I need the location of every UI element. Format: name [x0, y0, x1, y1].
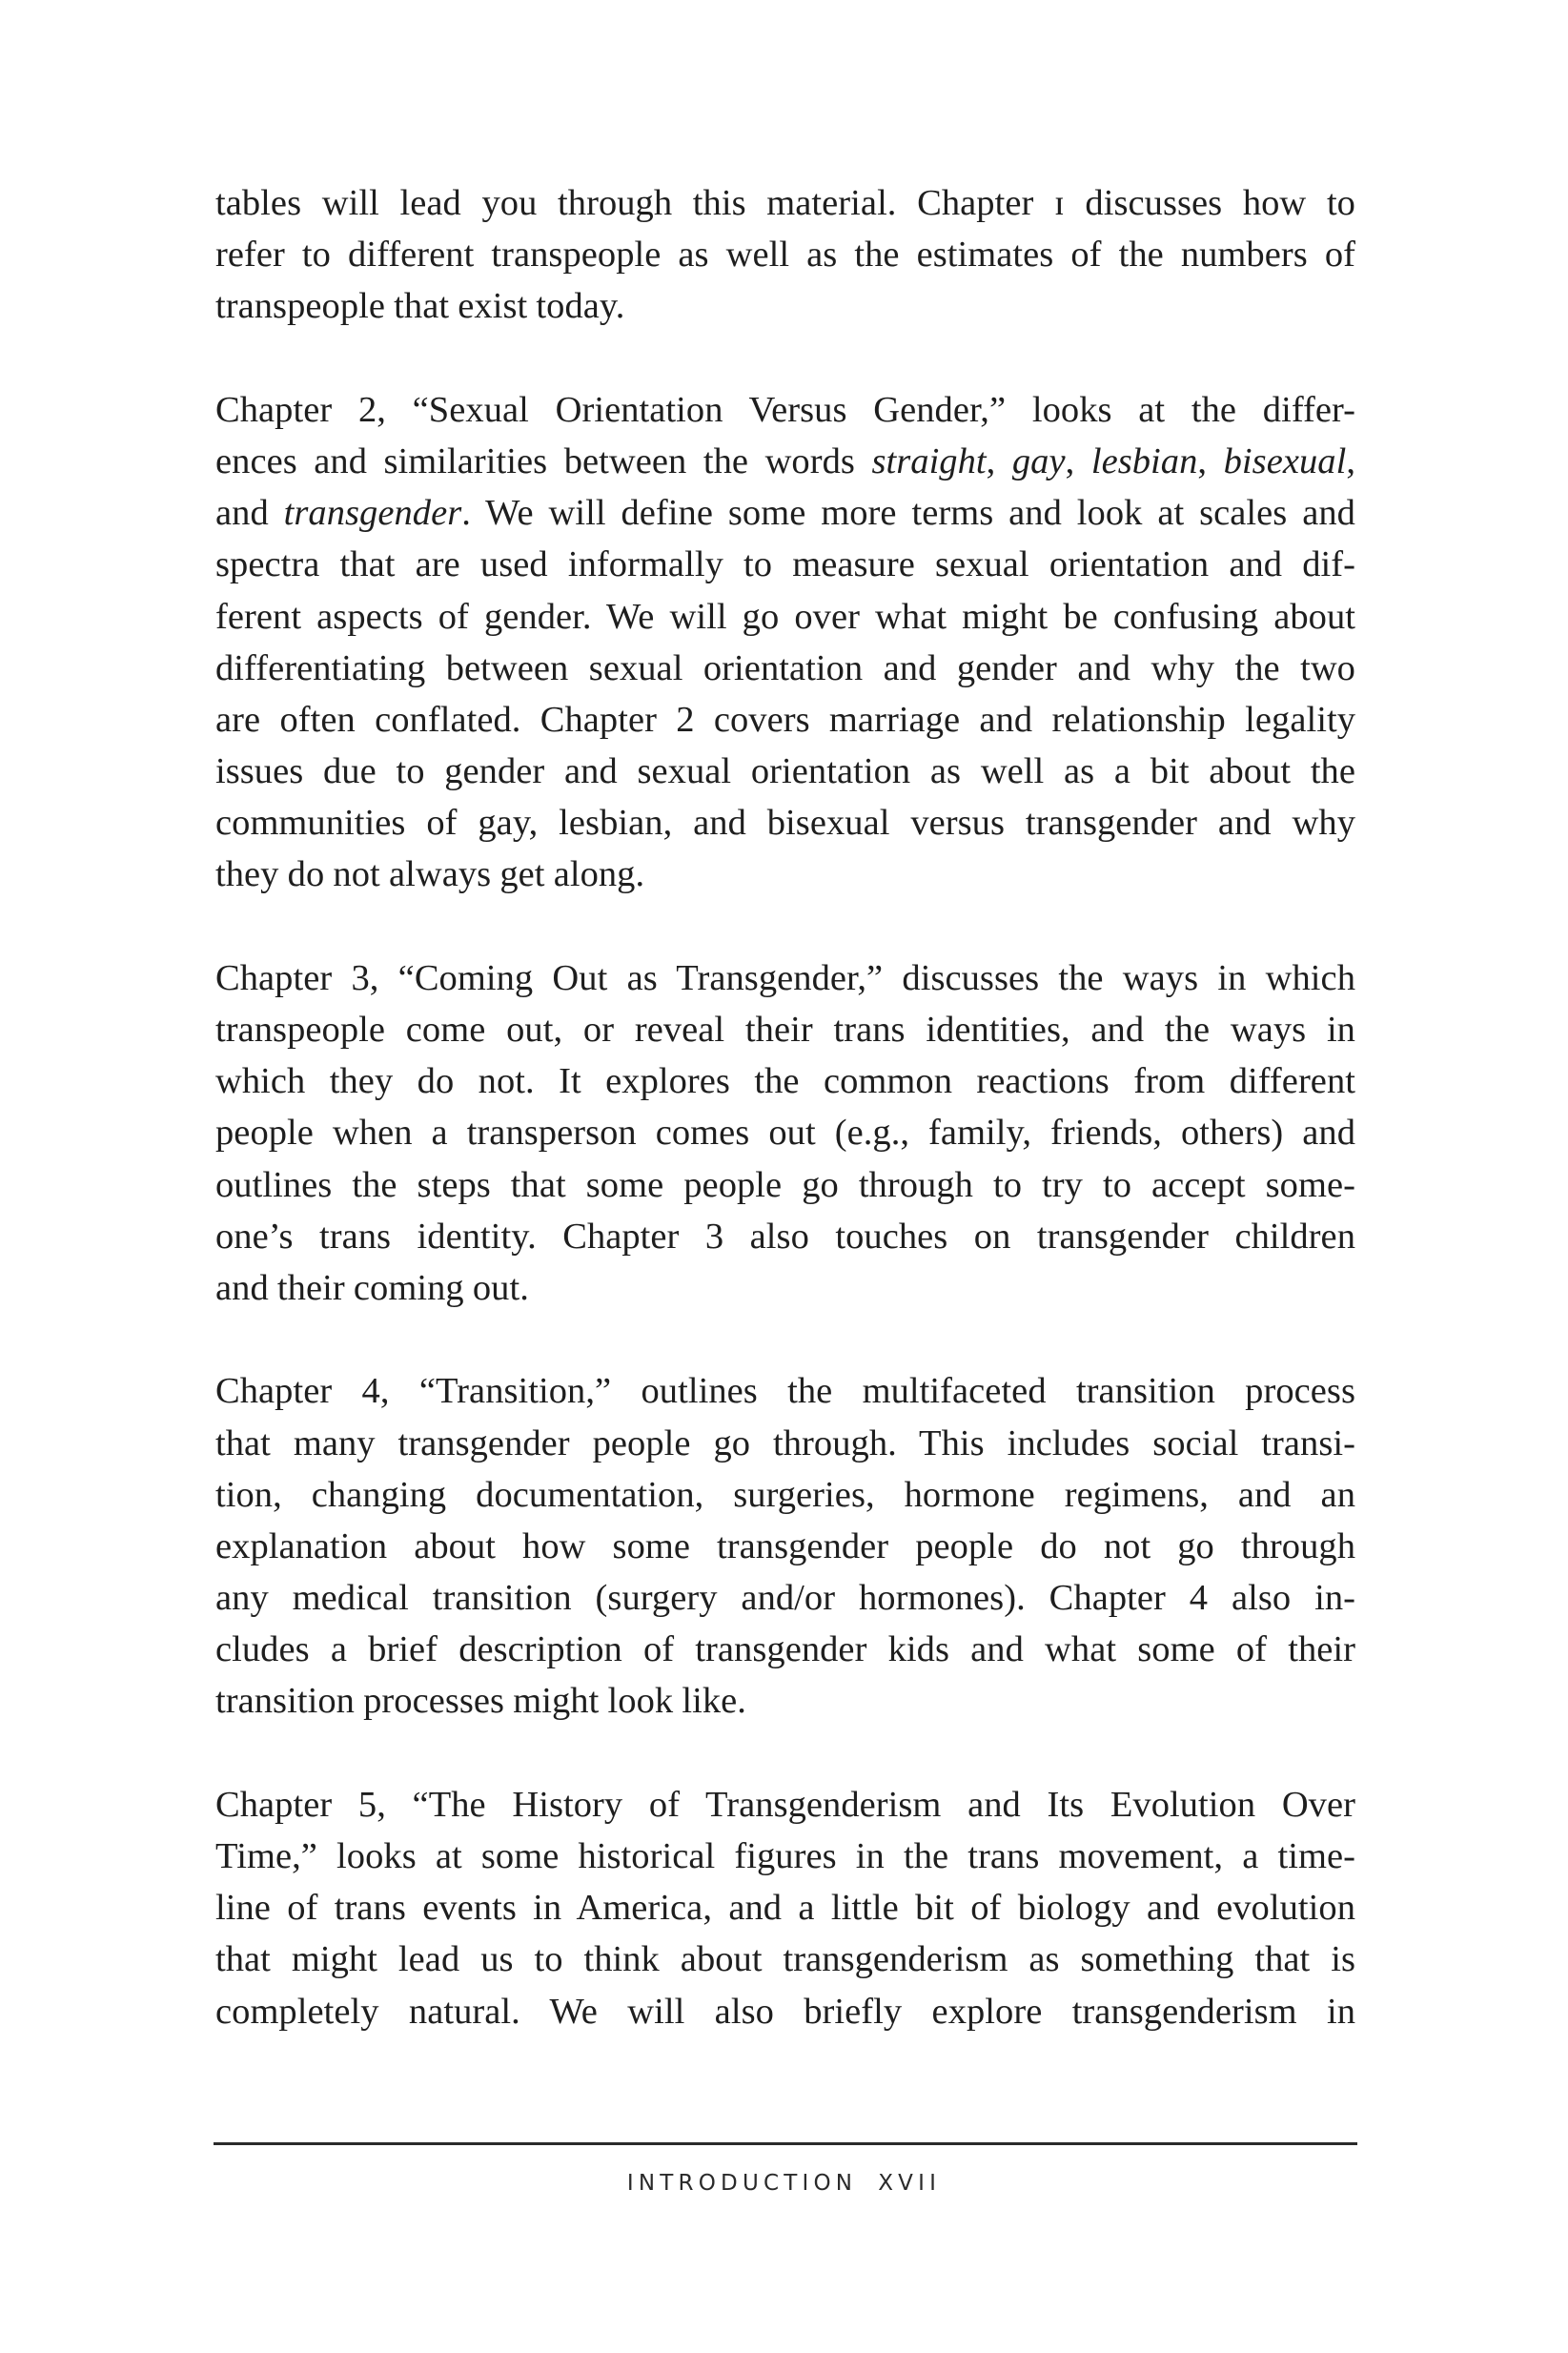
text-line: [215, 1418, 1355, 1469]
text-run: ,: [1065, 440, 1091, 481]
paragraph: [215, 384, 1355, 901]
text-line: [215, 1986, 1355, 2037]
text-run: . We will define some more terms and look at scales and: [461, 493, 1355, 534]
text-run: Chapter 3, “Coming Out as Transgender,” discusses the ways in which: [215, 957, 1355, 998]
text-line: [215, 1572, 1355, 1624]
text-line: [215, 591, 1355, 643]
text-run: line of trans events in America, and a little bit of biology and evolution: [215, 1888, 1355, 1929]
text-run: any medical transition (surgery and/or hormones). Chapter 4 also in-: [215, 1578, 1355, 1619]
text-line: [215, 539, 1355, 590]
text-line: [215, 1055, 1355, 1107]
text-line: [215, 1882, 1355, 1934]
body-text: [215, 177, 1355, 2089]
text-line: [215, 280, 1355, 332]
text-run: cludes a brief description of transgender kids and what some of their: [215, 1629, 1355, 1670]
text-run: spectra that are used informally to measure sexual orientation and dif-: [215, 544, 1355, 585]
text-line: [215, 746, 1355, 797]
page-number: XVII: [878, 2171, 942, 2196]
text-line: [215, 1211, 1355, 1262]
paragraph: [215, 1365, 1355, 1727]
text-run: transition processes might look like.: [215, 1681, 746, 1722]
text-run: communities of gay, lesbian, and bisexual versus transgender and why: [215, 803, 1355, 844]
text-line: [215, 1365, 1355, 1417]
text-line: [215, 694, 1355, 746]
text-line: [215, 436, 1355, 487]
text-line: [215, 643, 1355, 694]
text-line: [215, 1779, 1355, 1831]
text-run: ,: [1197, 440, 1224, 481]
text-line: [215, 849, 1355, 900]
text-line: [215, 177, 1355, 229]
paragraph: [215, 952, 1355, 1314]
text-run: and their coming out.: [215, 1267, 529, 1308]
text-run: Chapter 2, “Sexual Orientation Versus Gender,” looks at the differ-: [215, 389, 1355, 430]
text-run: ences and similarities between the words: [215, 440, 872, 481]
text-line: [215, 1262, 1355, 1314]
text-line: [215, 952, 1355, 1004]
text-line: [215, 1004, 1355, 1055]
italic-term: bisexual: [1223, 440, 1347, 481]
text-run: differentiating between sexual orientation and gender and why the two: [215, 647, 1355, 688]
footer-rule: [214, 2142, 1357, 2145]
text-run: that might lead us to think about transgenderism as something that is: [215, 1939, 1355, 1980]
text-run: that many transgender people go through. This includes social transi-: [215, 1422, 1355, 1463]
text-line: [215, 797, 1355, 849]
running-footer: [0, 2171, 1568, 2196]
text-run: ferent aspects of gender. We will go over what might be confusing about: [215, 596, 1355, 637]
text-run: transpeople come out, or reveal their trans identities, and the ways in: [215, 1010, 1355, 1050]
text-line: [215, 229, 1355, 280]
italic-term: lesbian: [1090, 440, 1198, 481]
text-run: ,: [1346, 440, 1355, 481]
footer-section-label: INTRODUCTION: [626, 2171, 858, 2196]
text-run: transpeople that exist today.: [215, 286, 625, 327]
text-run: explanation about how some transgender people do not go through: [215, 1525, 1355, 1566]
text-line: [215, 1107, 1355, 1158]
text-run: they do not always get along.: [215, 854, 645, 895]
text-line: [215, 487, 1355, 539]
text-line: [215, 1831, 1355, 1882]
text-line: [215, 1159, 1355, 1211]
text-run: ,: [986, 440, 1012, 481]
italic-term: gay: [1011, 440, 1066, 481]
text-run: tables will lead you through this material. Chapter ɪ discusses how to: [215, 183, 1355, 223]
text-run: issues due to gender and sexual orientation as well as a bit about the: [215, 751, 1355, 792]
text-run: Chapter 4, “Transition,” outlines the multifaceted transition process: [215, 1371, 1355, 1412]
text-run: are often conflated. Chapter 2 covers marriage and relationship legality: [215, 699, 1355, 740]
text-run: tion, changing documentation, surgeries, hormone regimens, and an: [215, 1474, 1355, 1515]
text-line: [215, 1624, 1355, 1675]
text-run: completely natural. We will also briefly explore transgenderism in: [215, 1991, 1355, 2032]
text-run: one’s trans identity. Chapter 3 also touches on transgender children: [215, 1216, 1355, 1257]
text-run: Time,” looks at some historical figures in the trans movement, a time-: [215, 1836, 1355, 1876]
text-run: Chapter 5, “The History of Transgenderism and Its Evolution Over: [215, 1784, 1355, 1825]
text-line: [215, 1934, 1355, 1985]
text-run: people when a transperson comes out (e.g., family, friends, others) and: [215, 1113, 1355, 1154]
text-line: [215, 1675, 1355, 1727]
paragraph: [215, 1779, 1355, 2037]
text-run: outlines the steps that some people go through to try to accept some-: [215, 1164, 1355, 1205]
paragraph: [215, 177, 1355, 333]
text-run: refer to different transpeople as well as the estimates of the numbers of: [215, 235, 1355, 276]
text-line: [215, 384, 1355, 436]
text-line: [215, 1469, 1355, 1521]
italic-term: straight: [871, 440, 987, 481]
italic-term: transgender: [283, 493, 462, 534]
text-line: [215, 1521, 1355, 1572]
text-run: and: [215, 493, 284, 534]
text-run: which they do not. It explores the common reactions from different: [215, 1061, 1355, 1102]
